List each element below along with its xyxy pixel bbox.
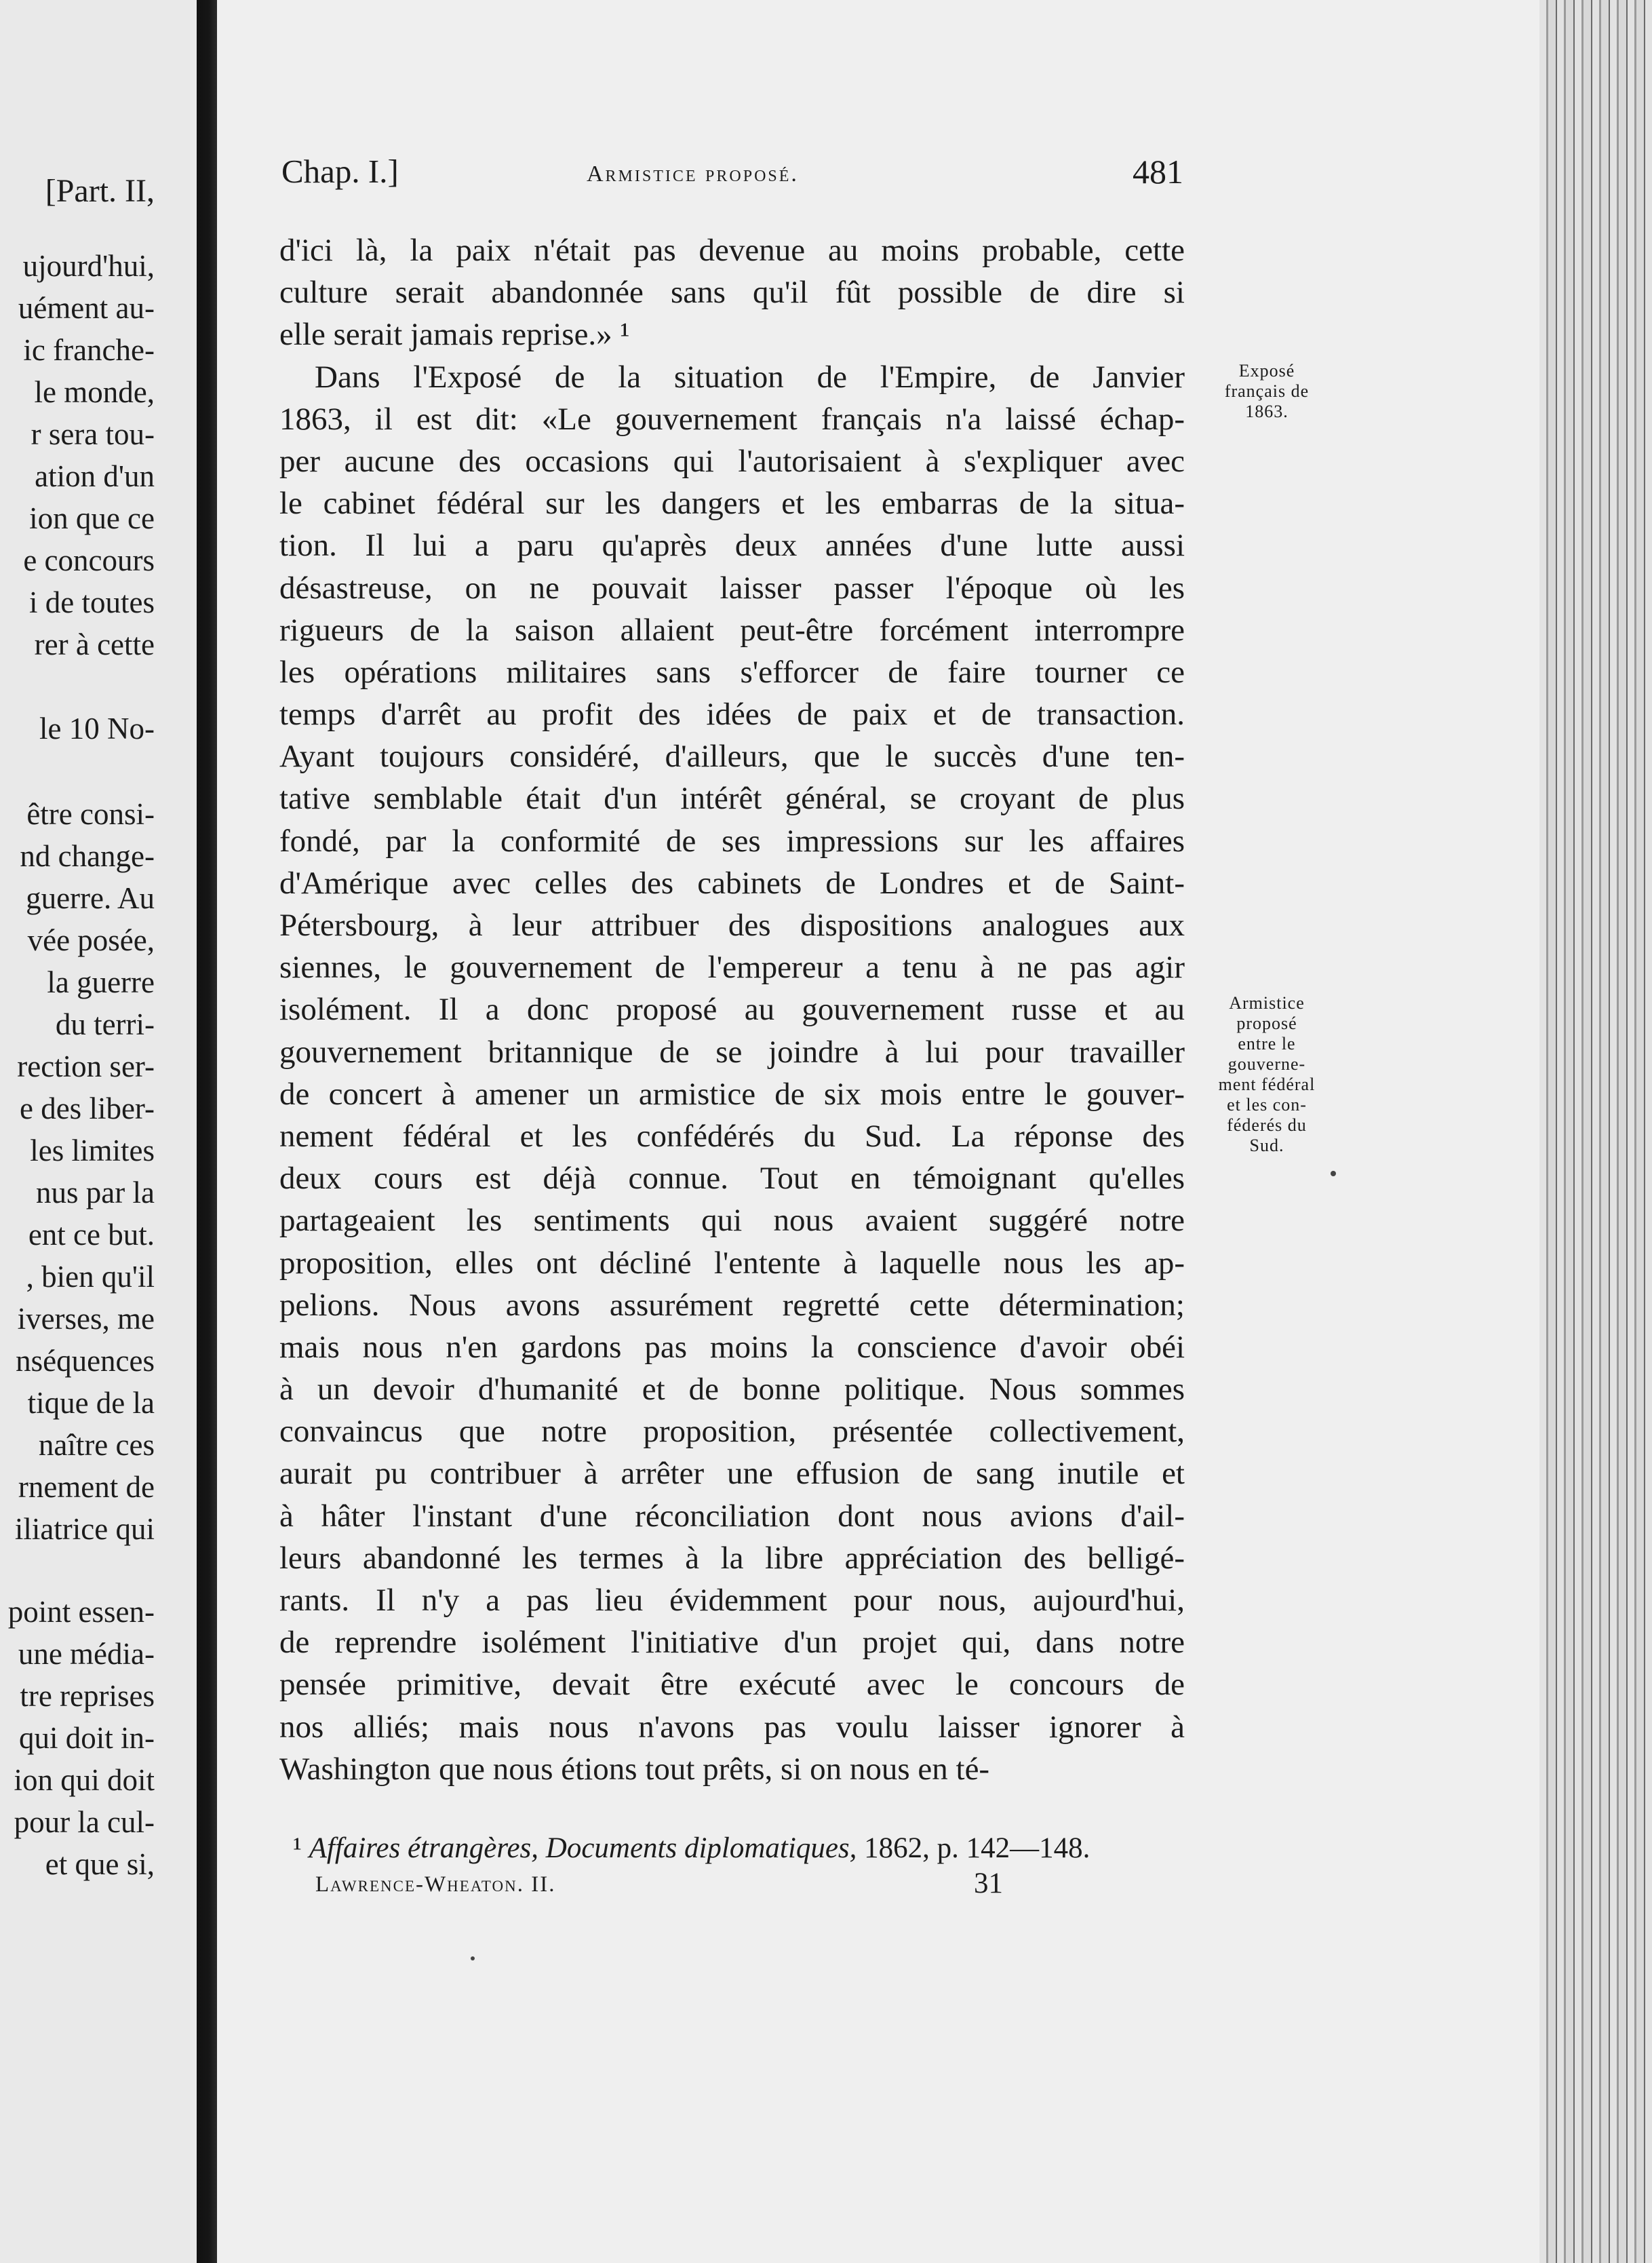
body-line: rigueurs de la saison allaient peut-être forcément interrompre bbox=[279, 612, 1185, 648]
body-line: Pétersbourg, à leur attribuer des dispositions analogues aux bbox=[279, 908, 1185, 943]
left-page-line: ent ce but. bbox=[28, 1218, 155, 1252]
body-line: à hâter l'instant d'une réconciliation dont nous avions d'ail- bbox=[279, 1498, 1185, 1534]
body-line: Washington que nous étions tout prêts, si on nous en té- bbox=[279, 1751, 990, 1787]
left-page-line: guerre. Au bbox=[26, 881, 155, 915]
body-line: per aucune des occasions qui l'autorisaient à s'expliquer avec bbox=[279, 443, 1185, 479]
margin-note-line: Exposé bbox=[1238, 361, 1295, 381]
body-line: les opérations militaires sans s'efforcer de faire tourner ce bbox=[279, 654, 1185, 690]
left-page-line: nd change- bbox=[20, 839, 155, 873]
ink-speck bbox=[1331, 1171, 1336, 1176]
left-page-line: pour la cul- bbox=[14, 1805, 155, 1839]
body-line: pensée primitive, devait être exécuté avec le concours de bbox=[279, 1667, 1185, 1703]
left-page-line: point essen- bbox=[7, 1595, 155, 1629]
body-line: nos alliés; mais nous n'avons pas voulu laisser ignorer à bbox=[279, 1709, 1185, 1745]
footer-running-title: Lawrence-Wheaton. II. bbox=[315, 1872, 556, 1897]
margin-note-line: entre le bbox=[1238, 1034, 1296, 1053]
margin-note-line: Armistice bbox=[1229, 993, 1305, 1013]
body-line: deux cours est déjà connue. Tout en témoignant qu'elles bbox=[279, 1161, 1185, 1197]
body-line: siennes, le gouvernement de l'empereur a tenu à ne pas agir bbox=[279, 950, 1185, 986]
body-line: le cabinet fédéral sur les dangers et les embarras de la situa- bbox=[279, 486, 1185, 522]
left-page-line: le 10 No- bbox=[39, 712, 155, 746]
body-line: partageaient les sentiments qui nous avaient suggéré notre bbox=[279, 1203, 1185, 1239]
body-line: 1863, il est dit: «Le gouvernement français n'a laissé échap- bbox=[279, 401, 1185, 437]
margin-note-line: féderés du bbox=[1227, 1115, 1307, 1135]
running-header-chapter: Chap. I.] bbox=[281, 153, 399, 190]
left-page-line: iliatrice qui bbox=[14, 1512, 155, 1546]
body-line: tion. Il lui a paru qu'après deux années d'une lutte aussi bbox=[279, 528, 1185, 564]
left-page-line: iverses, me bbox=[17, 1302, 155, 1336]
left-page-line: r sera tou- bbox=[31, 417, 155, 451]
left-page-line: ion que ce bbox=[29, 501, 155, 535]
ink-speck bbox=[471, 1956, 475, 1960]
margin-note-line: ment fédéral bbox=[1218, 1075, 1316, 1094]
body-line: convaincus que notre proposition, présentée collectivement, bbox=[279, 1414, 1185, 1450]
left-page-line: la guerre bbox=[47, 965, 155, 999]
left-page-line: naître ces bbox=[38, 1428, 155, 1462]
body-line: de reprendre isolément l'initiative d'un projet qui, dans notre bbox=[279, 1625, 1185, 1661]
left-page-line: et que si, bbox=[45, 1847, 155, 1881]
body-line: isolément. Il a donc proposé au gouvernement russe et au bbox=[279, 992, 1185, 1028]
left-page-line: nus par la bbox=[36, 1176, 155, 1210]
left-page-line: rnement de bbox=[18, 1470, 155, 1504]
footnote-pages: 1862, p. 142—148. bbox=[857, 1832, 1090, 1864]
left-page-line: e concours bbox=[23, 543, 155, 577]
body-line: aurait pu contribuer à arrêter une effusion de sang inutile et bbox=[279, 1456, 1185, 1492]
left-page-line: tique de la bbox=[27, 1386, 155, 1420]
body-line: d'Amérique avec celles des cabinets de Londres et de Saint- bbox=[279, 865, 1185, 901]
body-line: elle serait jamais reprise.» ¹ bbox=[279, 317, 630, 353]
body-line: temps d'arrêt au profit des idées de paix et de transaction. bbox=[279, 697, 1185, 733]
margin-note-line: et les con- bbox=[1227, 1095, 1307, 1115]
body-line: nement fédéral et les confédérés du Sud. La réponse des bbox=[279, 1118, 1185, 1154]
left-page-line: nséquences bbox=[16, 1344, 155, 1378]
left-page-line: ujourd'hui, bbox=[22, 249, 155, 283]
body-text bbox=[279, 229, 1185, 1790]
footnote bbox=[293, 1832, 1188, 1865]
left-page-line: les limites bbox=[30, 1134, 155, 1167]
body-line: tative semblable était d'un intérêt général, se croyant de plus bbox=[279, 781, 1185, 817]
left-page-line: ation d'un bbox=[35, 459, 155, 493]
page-edges bbox=[1539, 0, 1652, 2263]
margin-note-line: gouverne- bbox=[1227, 1054, 1306, 1074]
left-page-line: rection ser- bbox=[17, 1049, 155, 1083]
body-line: pelions. Nous avons assurément regretté cette détermination; bbox=[279, 1287, 1185, 1323]
left-page-line: ic franche- bbox=[23, 333, 155, 367]
left-page-line: uément au- bbox=[18, 291, 155, 325]
left-page-line: qui doit in- bbox=[19, 1721, 155, 1755]
left-page-line: ion qui doit bbox=[14, 1763, 155, 1797]
body-line: gouvernement britannique de se joindre à lui pour travailler bbox=[279, 1034, 1185, 1070]
body-line: fondé, par la conformité de ses impressions sur les affaires bbox=[279, 823, 1185, 859]
left-page-line: , bien qu'il bbox=[26, 1260, 155, 1294]
margin-note-line: français de bbox=[1224, 381, 1310, 401]
book-gutter bbox=[197, 0, 217, 2263]
left-page-line: i de toutes bbox=[29, 585, 155, 619]
running-header-title: Armistice proposé. bbox=[587, 161, 799, 187]
left-page-line: être consi- bbox=[26, 797, 155, 831]
left-page-line: du terri- bbox=[55, 1007, 155, 1041]
body-line: culture serait abandonnée sans qu'il fût possible de dire si bbox=[279, 275, 1185, 311]
footer-signature: 31 bbox=[974, 1868, 1003, 1899]
margin-note-armistice bbox=[1192, 993, 1341, 1156]
left-page-line: tre reprises bbox=[20, 1679, 155, 1713]
left-page bbox=[0, 0, 197, 2263]
margin-note-expose bbox=[1199, 361, 1335, 422]
body-line: désastreuse, on ne pouvait laisser passer l'époque où les bbox=[279, 570, 1185, 606]
body-line: leurs abandonné les termes à la libre appréciation des belligé- bbox=[279, 1540, 1185, 1576]
body-line: à un devoir d'humanité et de bonne politique. Nous sommes bbox=[279, 1372, 1185, 1408]
body-line: rants. Il n'y a pas lieu évidemment pour nous, aujourd'hui, bbox=[279, 1583, 1185, 1618]
margin-note-line: proposé bbox=[1236, 1013, 1297, 1033]
left-page-line: une média- bbox=[18, 1637, 155, 1671]
margin-note-line: Sud. bbox=[1249, 1136, 1284, 1155]
page-number: 481 bbox=[1133, 153, 1183, 191]
body-line: proposition, elles ont décliné l'entente à laquelle nous les ap- bbox=[279, 1245, 1185, 1281]
left-page-line: e des liber- bbox=[19, 1091, 155, 1125]
left-page-line: le monde, bbox=[34, 375, 155, 409]
body-line: Dans l'Exposé de la situation de l'Empire, de Janvier bbox=[315, 359, 1185, 395]
body-line: Ayant toujours considéré, d'ailleurs, que le succès d'une ten- bbox=[279, 739, 1185, 775]
left-page-line: [Part. II, bbox=[45, 173, 155, 209]
footnote-marker: ¹ bbox=[293, 1832, 302, 1864]
body-line: d'ici là, la paix n'était pas devenue au moins probable, cette bbox=[279, 233, 1185, 268]
body-line: de concert à amener un armistice de six mois entre le gouver- bbox=[279, 1076, 1185, 1112]
left-page-line: rer à cette bbox=[34, 627, 155, 661]
left-page-line: vée posée, bbox=[27, 923, 155, 957]
margin-note-line: 1863. bbox=[1245, 402, 1289, 421]
body-line: mais nous n'en gardons pas moins la conscience d'avoir obéi bbox=[279, 1329, 1185, 1365]
footnote-source: Affaires étrangères, Documents diplomatiques, bbox=[309, 1832, 857, 1864]
